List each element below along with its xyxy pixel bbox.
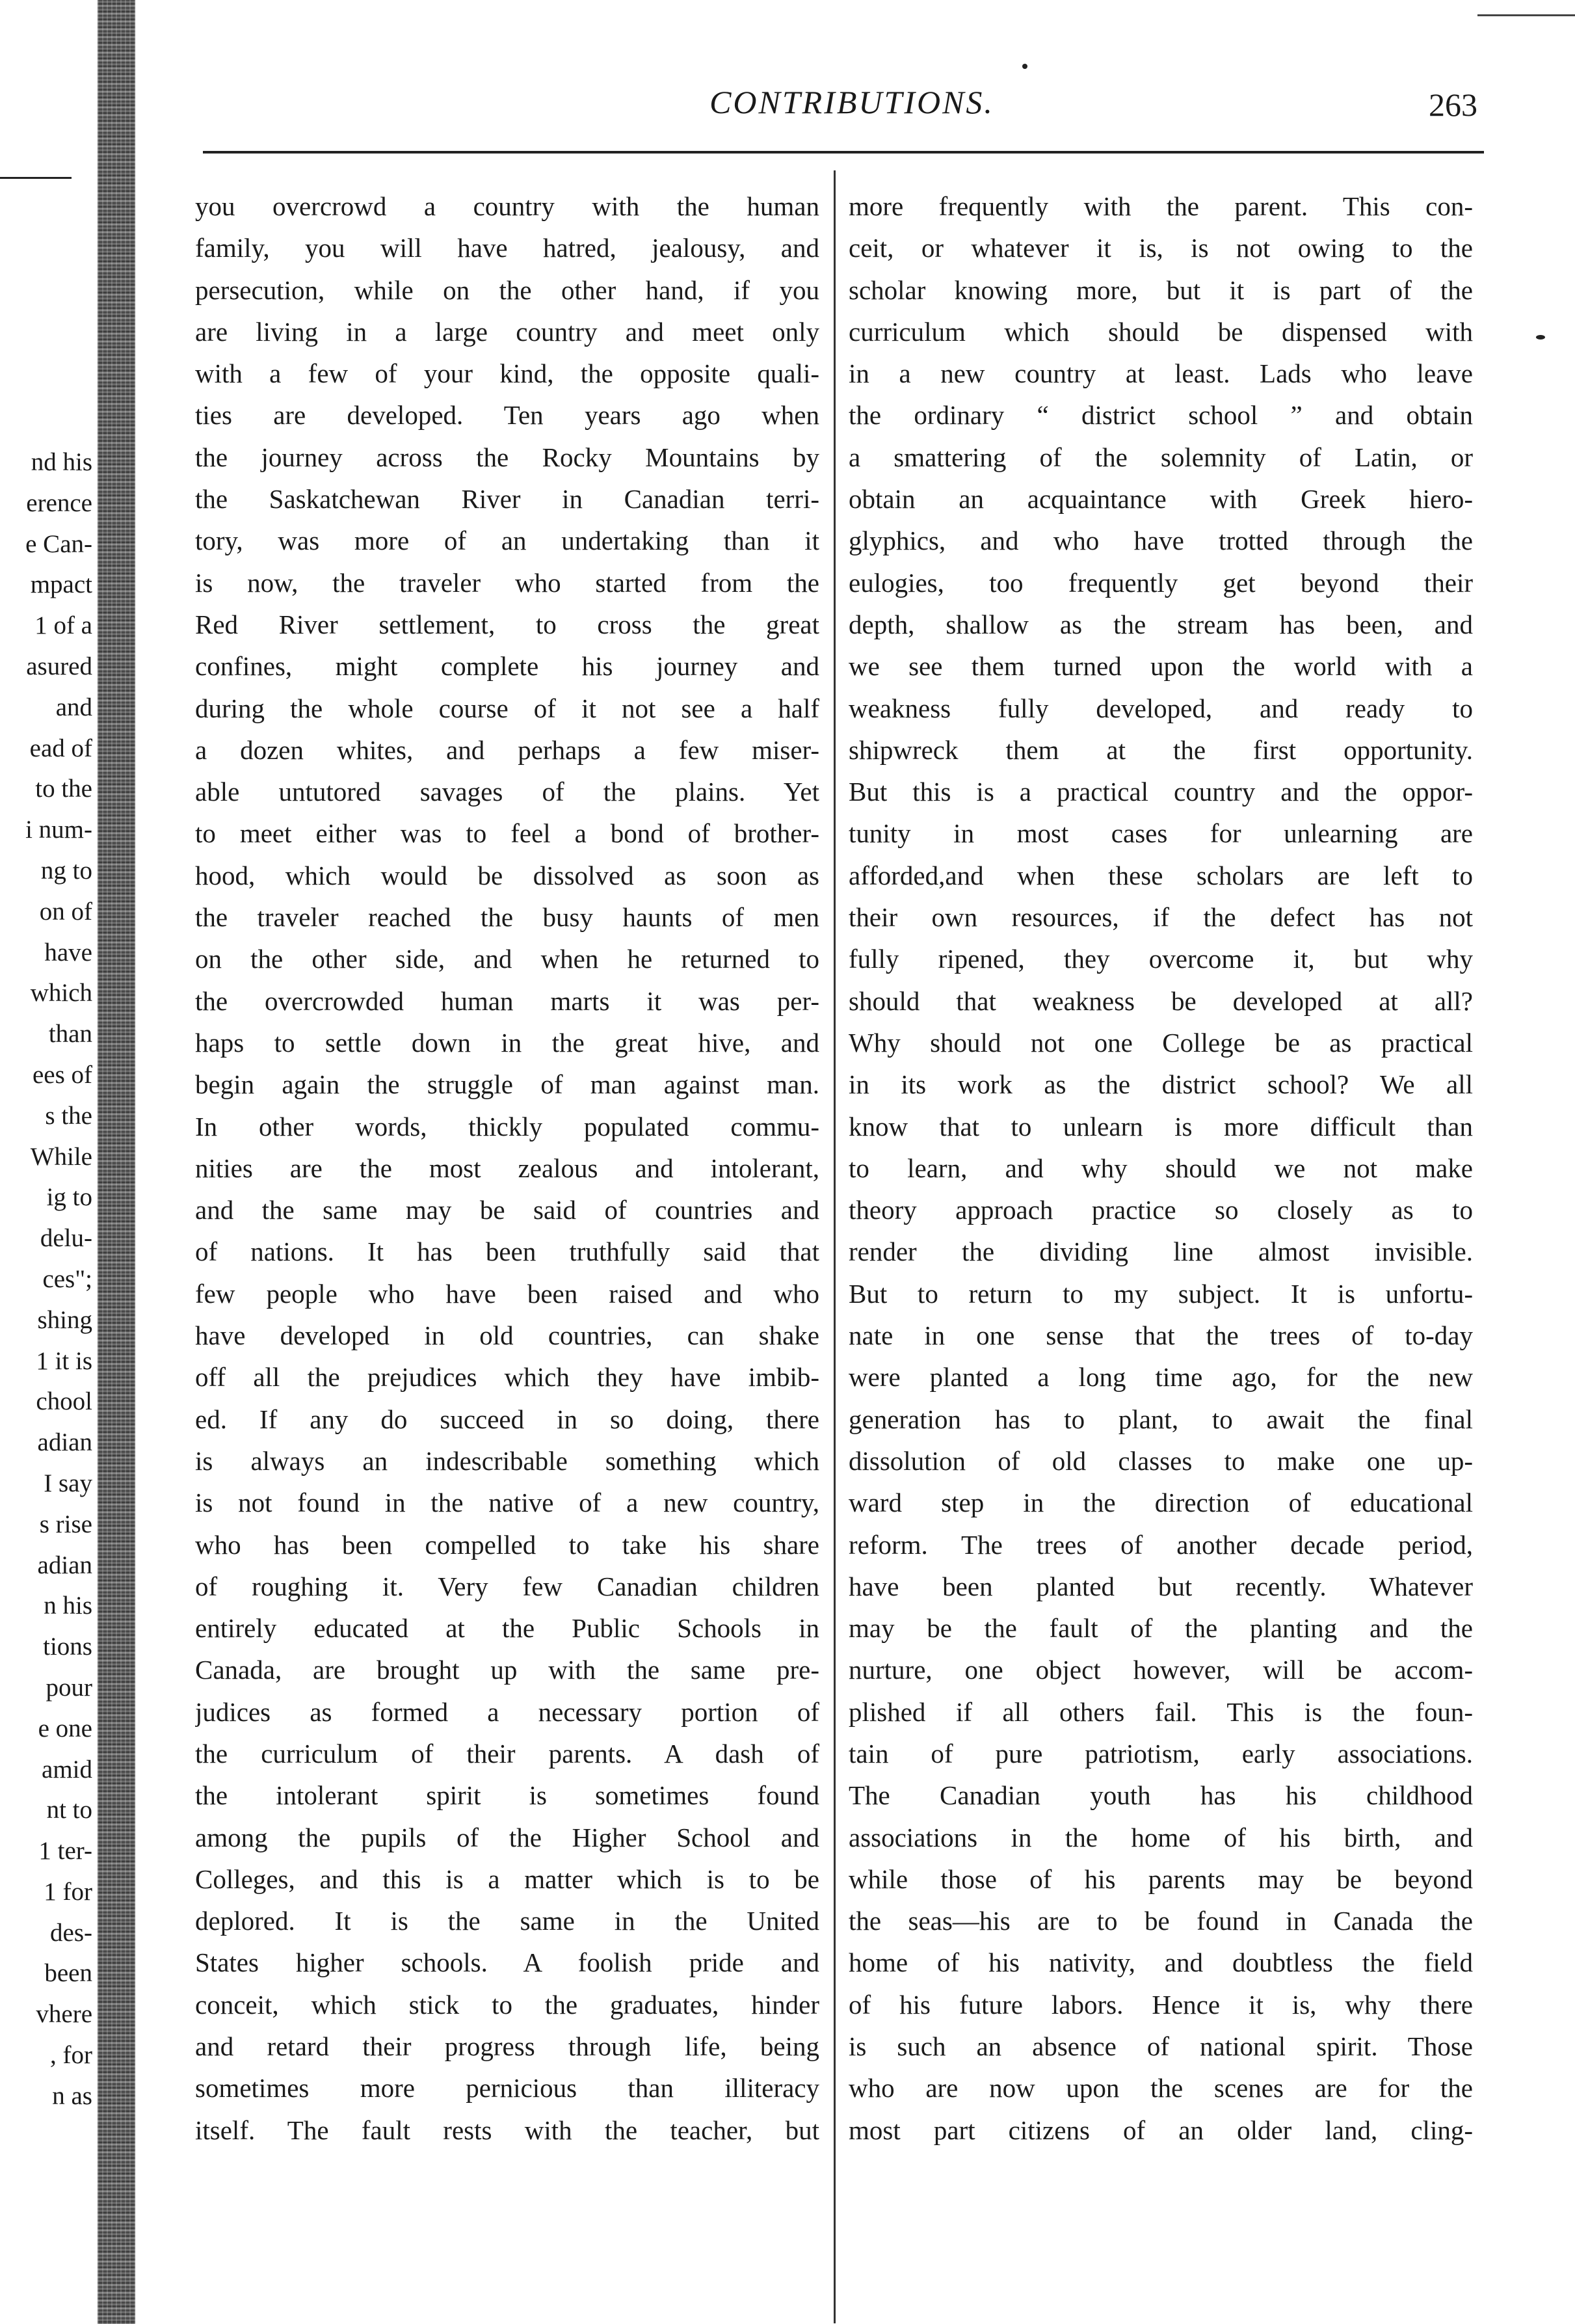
text-line: we see them turned upon the world with a bbox=[849, 651, 1473, 682]
text-line: reform. The trees of another decade period, bbox=[849, 1529, 1473, 1560]
text-line: who are now upon the scenes are for the bbox=[849, 2073, 1473, 2104]
text-line: sometimes more pernicious than illiteracy bbox=[195, 2073, 819, 2104]
text-line: associations in the home of his birth, and bbox=[849, 1822, 1473, 1852]
right-column bbox=[849, 185, 1473, 2151]
text-line: during the whole course of it not see a half bbox=[195, 693, 819, 723]
text-line: you overcrowd a country with the human bbox=[195, 191, 819, 221]
bleed-fragment: I say bbox=[44, 1469, 92, 1497]
text-line: with a few of your kind, the opposite quali- bbox=[195, 358, 819, 389]
text-line: family, you will have hatred, jealousy, and bbox=[195, 233, 819, 263]
bleed-fragment: pour bbox=[46, 1673, 92, 1702]
text-line: have been planted but recently. Whatever bbox=[849, 1571, 1473, 1601]
text-line: the ordinary “ district school ” and obtain bbox=[849, 400, 1473, 431]
running-head: CONTRIBUTIONS. bbox=[709, 84, 994, 120]
bleed-fragment: e one bbox=[38, 1714, 92, 1743]
column-rule bbox=[834, 170, 836, 2323]
text-line: ed. If any do succeed in so doing, there bbox=[195, 1404, 819, 1434]
bleed-fragment: chool bbox=[36, 1387, 92, 1416]
binding-gutter bbox=[98, 0, 135, 2324]
bleed-fragment: mpact bbox=[30, 570, 92, 599]
bleed-fragment: been bbox=[44, 1959, 92, 1988]
text-line: But to return to my subject. It is unfortu- bbox=[849, 1278, 1473, 1309]
text-line: In other words, thickly populated commu- bbox=[195, 1111, 819, 1142]
text-line: Colleges, and this is a matter which is to be bbox=[195, 1863, 819, 1894]
bleed-fragment: 1 for bbox=[44, 1877, 92, 1906]
text-line: ties are developed. Ten years ago when bbox=[195, 400, 819, 431]
text-line: depth, shallow as the stream has been, and bbox=[849, 609, 1473, 639]
bleed-fragment: adian bbox=[37, 1428, 92, 1457]
bleed-fragment: amid bbox=[42, 1755, 92, 1783]
bleed-fragment: n his bbox=[44, 1592, 92, 1620]
bleed-fragment: ces"; bbox=[42, 1264, 92, 1293]
text-line: itself. The fault rests with the teacher, but bbox=[195, 2115, 819, 2145]
bleed-fragment: s rise bbox=[39, 1510, 92, 1538]
text-line: scholar knowing more, but it is part of the bbox=[849, 274, 1473, 305]
bleed-fragment: adian bbox=[37, 1551, 92, 1579]
text-line: is always an indescribable something which bbox=[195, 1445, 819, 1476]
text-line: shipwreck them at the first opportunity. bbox=[849, 734, 1473, 765]
text-line: should that weakness be developed at all? bbox=[849, 985, 1473, 1016]
text-line: on the other side, and when he returned to bbox=[195, 944, 819, 974]
text-line: the intolerant spirit is sometimes found bbox=[195, 1780, 819, 1811]
text-line: their own resources, if the defect has not bbox=[849, 902, 1473, 933]
bleed-fragment: delu- bbox=[40, 1224, 92, 1253]
text-line: and retard their progress through life, being bbox=[195, 2031, 819, 2062]
text-line: plished if all others fail. This is the foun- bbox=[849, 1696, 1473, 1727]
left-column bbox=[195, 185, 819, 2151]
bleed-fragment: which bbox=[30, 979, 92, 1008]
text-line: confines, might complete his journey and bbox=[195, 651, 819, 682]
text-line: the curriculum of their parents. A dash of bbox=[195, 1738, 819, 1769]
previous-page-bleed bbox=[0, 0, 98, 2324]
bleed-fragment: i num- bbox=[25, 816, 92, 844]
bleed-fragment: asured bbox=[26, 652, 92, 680]
bleed-text-fragments bbox=[0, 442, 98, 2117]
text-line: few people who have been raised and who bbox=[195, 1278, 819, 1309]
bleed-fragment: and bbox=[55, 693, 92, 721]
bleed-fragment: des- bbox=[50, 1918, 92, 1947]
text-line: obtain an acquaintance with Greek hiero- bbox=[849, 484, 1473, 514]
text-line: generation has to plant, to await the final bbox=[849, 1404, 1473, 1434]
text-line: of nations. It has been truthfully said that bbox=[195, 1236, 819, 1267]
text-line: a smattering of the solemnity of Latin, or bbox=[849, 442, 1473, 472]
bleed-fragment: have bbox=[44, 938, 92, 967]
text-line: home of his nativity, and doubtless the field bbox=[849, 1947, 1473, 1978]
bleed-fragment: nd his bbox=[31, 448, 92, 476]
bleed-fragment: nt to bbox=[46, 1796, 92, 1824]
text-line: tunity in most cases for unlearning are bbox=[849, 818, 1473, 849]
text-line: deplored. It is the same in the United bbox=[195, 1906, 819, 1936]
text-line: the journey across the Rocky Mountains by bbox=[195, 442, 819, 472]
text-line: while those of his parents may be beyond bbox=[849, 1863, 1473, 1894]
text-line: know that to unlearn is more difficult than bbox=[849, 1111, 1473, 1142]
bleed-dash bbox=[0, 177, 72, 179]
text-line: theory approach practice so closely as to bbox=[849, 1195, 1473, 1225]
bleed-fragment: ees of bbox=[32, 1060, 92, 1089]
text-line: more frequently with the parent. This con- bbox=[849, 191, 1473, 221]
text-line: The Canadian youth has his childhood bbox=[849, 1780, 1473, 1811]
text-line: the Saskatchewan River in Canadian terri- bbox=[195, 484, 819, 514]
text-line: hood, which would be dissolved as soon as bbox=[195, 860, 819, 890]
text-line: and the same may be said of countries and bbox=[195, 1195, 819, 1225]
page-number: 263 bbox=[1429, 87, 1477, 123]
text-line: But this is a practical country and the oppor- bbox=[849, 777, 1473, 807]
text-line: to learn, and why should we not make bbox=[849, 1153, 1473, 1183]
text-line: in its work as the district school? We all bbox=[849, 1069, 1473, 1100]
bleed-fragment: ng to bbox=[40, 856, 92, 885]
corner-line bbox=[1477, 14, 1575, 16]
text-line: most part citizens of an older land, cling- bbox=[849, 2115, 1473, 2145]
bleed-fragment: n as bbox=[52, 2081, 92, 2110]
bleed-fragment: s the bbox=[45, 1101, 92, 1130]
text-line: persecution, while on the other hand, if you bbox=[195, 274, 819, 305]
text-line: is now, the traveler who started from the bbox=[195, 567, 819, 598]
text-line: entirely educated at the Public Schools in bbox=[195, 1613, 819, 1644]
text-line: conceit, which stick to the graduates, hinder bbox=[195, 1989, 819, 2020]
text-line: Canada, are brought up with the same pre- bbox=[195, 1655, 819, 1685]
bleed-fragment: on of bbox=[39, 897, 92, 926]
text-line: among the pupils of the Higher School and bbox=[195, 1822, 819, 1852]
text-line: ceit, or whatever it is, is not owing to the bbox=[849, 233, 1473, 263]
bleed-fragment: shing bbox=[37, 1305, 92, 1334]
bleed-fragment: vhere bbox=[36, 2000, 92, 2029]
text-line: curriculum which should be dispensed with bbox=[849, 316, 1473, 347]
bleed-fragment: While bbox=[30, 1142, 92, 1171]
bleed-fragment: to the bbox=[35, 775, 92, 803]
text-line: fully ripened, they overcome it, but why bbox=[849, 944, 1473, 974]
text-line: dissolution of old classes to make one up- bbox=[849, 1445, 1473, 1476]
bleed-fragment: erence bbox=[26, 488, 92, 517]
header-rule bbox=[203, 151, 1484, 154]
text-line: able untutored savages of the plains. Yet bbox=[195, 777, 819, 807]
text-line: is such an absence of national spirit. Those bbox=[849, 2031, 1473, 2062]
text-line: afforded,and when these scholars are left to bbox=[849, 860, 1473, 890]
text-line: nities are the most zealous and intolerant, bbox=[195, 1153, 819, 1183]
bleed-fragment: 1 of a bbox=[34, 611, 92, 640]
bleed-fragment: 1 ter- bbox=[38, 1837, 92, 1865]
text-line: glyphics, and who have trotted through the bbox=[849, 526, 1473, 556]
ink-speck bbox=[1536, 335, 1545, 340]
text-line: nurture, one object however, will be accom- bbox=[849, 1655, 1473, 1685]
text-line: haps to settle down in the great hive, and bbox=[195, 1027, 819, 1058]
text-line: may be the fault of the planting and the bbox=[849, 1613, 1473, 1644]
bleed-fragment: 1 it is bbox=[36, 1346, 92, 1375]
text-line: to meet either was to feel a bond of brother- bbox=[195, 818, 819, 849]
bleed-fragment: tions bbox=[43, 1633, 92, 1661]
text-line: is not found in the native of a new country, bbox=[195, 1488, 819, 1518]
text-line: ward step in the direction of educational bbox=[849, 1488, 1473, 1518]
bleed-fragment: e Can- bbox=[25, 529, 92, 558]
text-line: of his future labors. Hence it is, why there bbox=[849, 1989, 1473, 2020]
bleed-fragment: ig to bbox=[46, 1183, 92, 1212]
text-line: are living in a large country and meet only bbox=[195, 316, 819, 347]
text-line: in a new country at least. Lads who leave bbox=[849, 358, 1473, 389]
text-line: render the dividing line almost invisible. bbox=[849, 1236, 1473, 1267]
text-line: the seas—his are to be found in Canada the bbox=[849, 1906, 1473, 1936]
text-line: have developed in old countries, can shake bbox=[195, 1320, 819, 1351]
text-line: a dozen whites, and perhaps a few miser- bbox=[195, 734, 819, 765]
text-line: off all the prejudices which they have imbib- bbox=[195, 1362, 819, 1393]
text-line: tain of pure patriotism, early associations. bbox=[849, 1738, 1473, 1769]
text-line: who has been compelled to take his share bbox=[195, 1529, 819, 1560]
text-line: of roughing it. Very few Canadian children bbox=[195, 1571, 819, 1601]
bleed-fragment: than bbox=[48, 1020, 92, 1048]
text-line: the overcrowded human marts it was per- bbox=[195, 985, 819, 1016]
text-line: were planted a long time ago, for the new bbox=[849, 1362, 1473, 1393]
text-line: eulogies, too frequently get beyond their bbox=[849, 567, 1473, 598]
text-line: weakness fully developed, and ready to bbox=[849, 693, 1473, 723]
text-line: States higher schools. A foolish pride and bbox=[195, 1947, 819, 1978]
text-line: judices as formed a necessary portion of bbox=[195, 1696, 819, 1727]
text-line: the traveler reached the busy haunts of men bbox=[195, 902, 819, 933]
text-line: begin again the struggle of man against man. bbox=[195, 1069, 819, 1100]
bleed-fragment: ead of bbox=[29, 734, 92, 762]
bleed-fragment: , for bbox=[50, 2041, 92, 2070]
text-line: tory, was more of an undertaking than it bbox=[195, 526, 819, 556]
text-line: Red River settlement, to cross the great bbox=[195, 609, 819, 639]
text-line: Why should not one College be as practical bbox=[849, 1027, 1473, 1058]
ink-speck bbox=[1022, 64, 1027, 69]
text-line: nate in one sense that the trees of to-day bbox=[849, 1320, 1473, 1351]
